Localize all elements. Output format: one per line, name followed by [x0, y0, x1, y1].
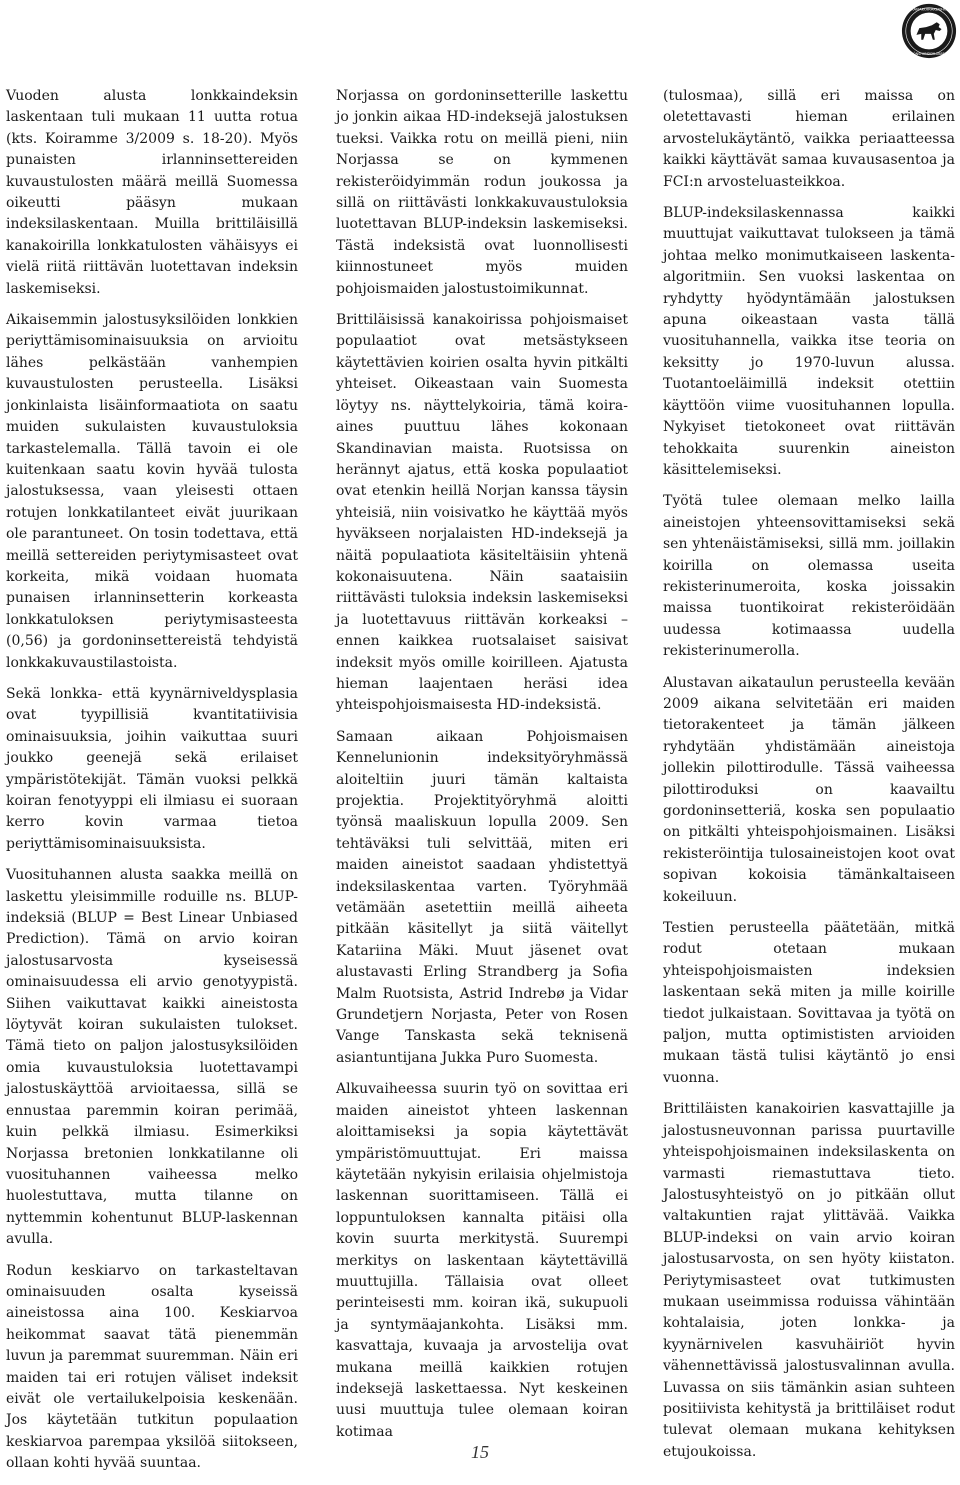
- club-logo: [900, 2, 958, 60]
- text-column-3: [663, 86, 955, 1473]
- text-column-1: [6, 86, 298, 1485]
- paragraph: Brittiläisissä kanakoirissa pohjoismaiset populaatiot ovat metsästykseen käytettävien koirien osalta hyvin pitkälti yhteiset. Oikeastaan vain Suomesta löytyy ns. näyttelykoiria, tämä koira-aines puuttuu lähes kokonaan Skandinavian maista. Ruotsissa on herännyt ajatus, että koska populaatiot ovat etenkin heillä Norjan kanssa täysin yhteisiä, niin voisivatko he käyttää myös hyväkseen norjalaisten HD-indeksejä ja näitä populaatiota käsiteltäisiin yhtenä kokonaisuutena. Näin saataisiin riittävästi tuloksia indeksin laskemiseksi ja luotettavuus riittävän korkeaksi – ennen kaikkea ruotsalaiset saisivat indeksit myös omille koirilleen. Ajatusta hieman laajentaen heräsi idea yhteispohjoismaisesta HD-indeksistä.: [336, 312, 628, 714]
- paragraph: Norjassa on gordoninsetterille laskettu jo jonkin aikaa HD-indeksejä jalostuksen tueksi. Vaikka rotu on meillä pieni, niin Norjassa se on kymmenen rekisteröidyimmän rodun joukossa ja sillä on riittävästi lonkkakuvaustuloksia luotettavan BLUP-indeksin laskemiseksi. Tästä indeksistä ovat luonnollisesti kiinnostuneet myös muiden pohjoismaiden jalostustoimikunnat.: [336, 88, 628, 297]
- paragraph: Alustavan aikataulun perusteella kevään 2009 aikana selvitetään eri maiden tietorakenteet ja tämän jälkeen ryhdytään yhdistämään aineistoja jollekin pilottirodulle. Tässä vaiheessa pilottiroduksi on kaavailtu gordoninsetteriä, koska sen populaatio on pitkälti yhteispohjoismainen. Lisäksi rekisteröintija tulosaineistojen koot ovat sopivan kokoisia tämänkaltaiseen kokeiluun.: [663, 674, 955, 905]
- text-column-2: [336, 86, 628, 1453]
- paragraph: Samaan aikaan Pohjoismaisen Kennelunionin indeksityöryhmässä aloiteltiin juuri tämän kaltaista projektia. Projektityöryhmä aloitti työnsä maaliskuun lopulla 2009. Sen tehtäväksi tuli selvittää, miten eri maiden aineistot saadaan yhdistettyä indeksilaskentaa varten. Työryhmää vetämään asetettiin meillä aiheeta pitkään käsitellyt ja siitä väitellyt Katariina Mäki. Muut jäsenet ovat alustavasti Erling Strandberg ja Sofia Malm Ruotsista, Astrid Indrebø ja Vidar Grundetjern Norjasta, Peter von Rosen Vange Tanskasta sekä teknisenä asiantuntijana Jukka Puro Suomesta.: [336, 728, 628, 1066]
- paragraph: (tulosmaa), sillä eri maissa on oletettavasti hieman erilainen arvostelukäytäntö, vaikka periaatteessa kaikki käyttävät samaa kuvausasentoa ja FCI:n arvosteluasteikkoa.: [663, 88, 955, 190]
- paragraph: Alkuvaiheessa suurin työ on sovittaa eri maiden aineistot yhteen laskennan aloittamiseksi ja sopia käytettävät ympäristömuuttujat. Eri maissa käytetään nykyisin erilaisia ohjelmistoja laskennan suorittamiseen. Tällä ei loppuntuloksen kannalta pitäisi olla kovin suurta merkitystä. Suurempi merkitys on laskentaan käytettävillä muuttujilla. Tällaisia ovat olleet perinteisesti mm. koiran ikä, sukupuoli ja syntymäajankohta. Lisäksi mm. kasvattaja, kuvaaja ja arvostelija ovat mukana meillä kaikkien rotujen indeksejä laskettaessa. Nyt keskeinen uusi muuttuja tulee olemaan koiran kotimaa: [336, 1081, 628, 1440]
- paragraph: Testien perusteella päätetään, mitkä rodut otetaan mukaan yhteispohjoismaisten indeksien laskentaan sekä miten ja mille koirille tiedot julkaistaan. Sovittavaa ja työtä on paljon, mutta optimististen arvioiden mukaan tästä tulisi käytäntö jo ensi vuonna.: [663, 920, 955, 1086]
- paragraph: BLUP-indeksilaskennassa kaikki muuttujat vaikuttavat tulokseen ja tämä johtaa melko monimutkaiseen laskenta-algoritmiin. Sen vuoksi laskentaa on ryhdytty hyödyntämään jalostuksen apuna oikeastaan vasta tällä vuosituhannella, vaikka itse teoria on keksitty jo 1970-luvun alussa. Tuotantoeläimillä indeksit otettiin käyttöön viime vuosituhannen lopulla. Nykyiset tietokoneet ovat riittävän tehokkaita suurenkin aineiston käsittelemiseksi.: [663, 205, 955, 478]
- paragraph: Vuoden alusta lonkkaindeksin laskentaan tuli mukaan 11 uutta rotua (kts. Koiramme 3/2009 s. 18-20). Myös punaisten irlanninsettereiden kuvaustulosten määrä meillä Suomessa oikeutti pääsyn mukaan indeksilaskentaan. Muilla brittiläisillä kanakoirilla lonkkatulosten vähäisyys ei vielä riitä riittävän luotettavan indeksin laskemiseksi.: [6, 88, 298, 297]
- paragraph: Aikaisemmin jalostusyksilöiden lonkkien periyttämisominaisuuksia on arvioitu lähes pelkästään vanhempien kuvaustulosten perusteella. Lisäksi jonkinlaista lisäinformaatiota on saatu muiden sukulaisten kuvaustuloksia tarkastelemalla. Tällä tavoin ei ole kuitenkaan saatu kovin hyvää tulosta jalostuksessa, vaan yleisesti ottaen rotujen lonkkatilanteet eivät juurikaan ole parantuneet. On tosin todettava, että meillä settereiden periytymisasteet ovat korkeita, mikä voidaan huomata punaisen irlanninsetterin korkeasta lonkkatuloksen periytymisasteesta (0,56) ja gordoninsettereistä tehdyistä lonkkakuvaustilastoista.: [6, 312, 298, 671]
- paragraph: Rodun keskiarvo on tarkasteltavan ominaisuuden osalta kyseissä aineistossa aina 100. Keskiarvoa heikommat saavat tätä pienemmän luvun ja paremmat suuremman. Näin eri maiden tai eri rotujen väliset indeksit eivät ole vertailukelpoisia keskenään. Jos käytetään tutkitun populaation keskiarvoa parempaa yksilöä siitokseen, ollaan kohti hyvää suuntaa.: [6, 1262, 298, 1472]
- page-number: 15: [471, 1442, 489, 1462]
- paragraph: Sekä lonkka- että kyynärniveldysplasia ovat tyypillisiä kvantitatiivisia ominaisuuksia, joihin vaikuttaa suuri joukko geenejä sekä erilaiset ympäristötekijät. Tämän vuoksi pelkkä koiran fenotyyppi eli ilmiasu ei suoraan kerro kovin varmaa tietoa periyttämisominaisuuksista.: [6, 685, 298, 852]
- logo-text-bottom: HÖNSHUNDSKLUBBEN: [910, 52, 948, 57]
- paragraph: Vuosituhannen alusta saakka meillä on laskettu yleisimmille roduille ns. BLUP-indeksiä (BLUP = Best Linear Unbiased Prediction). Tämä on arvio koiran jalostusarvosta kyseisessä ominaisuudessa eli arvio genotyypistä. Siihen vaikuttavat kaikki aineistosta löytyvät koiran sukulaisten tulokset. Tämä tieto on paljon jalostusyksilöiden omia kuvaustuloksia luotettavampi jalostuskäyttöä arvioitaessa, sillä se ennustaa paremmin koiran perimää, kuin pelkkä ilmiasu. Esimerkiksi Norjassa bretonien lonkkatilanne oli vuosituhannen vaiheessa melko huolestuttava, mutta tilanne on nyttemmin kohentunut BLUP-laskennan avulla.: [6, 867, 298, 1248]
- paragraph: Työtä tulee olemaan melko lailla aineistojen yhteensovittamiseksi sekä sen yhtenäistämiseksi, sillä mm. joillakin koirilla on olemassa useita rekisterinumeroita, koska joissakin maissa tuontikoirat rekisteröidään uudessa kotimaassa uudella rekisterinumerolla.: [663, 493, 955, 660]
- paragraph: Brittiläisten kanakoirien kasvattajille ja jalostusneuvonnan parissa puurtaville yhteispohjoismainen indeksilaskenta on varmasti riemastuttava tieto. Jalostusyhteistyö on jo pitkään ollut valtakuntien rajat ylittävää. Vaikka BLUP-indeksi on vain arvio koiran jalostusarvosta, on sen hyöty kiistaton. Periytymisasteet ovat tutkimusten mukaan useimmissa roduissa vähintään kohtalaisia, joten lonkka- ja kyynärnivelen kasvuhäiriöt hyvin vähennettävissä jalostusvalinnan avulla. Luvassa on siis tämänkin asian suhteen positiivista kehitystä ja brittiläiset rodut tulevat olemaan mukana kehityksen etujoukoissa.: [663, 1101, 955, 1460]
- logo-text-top: KANAKOIRAKERHO: [911, 6, 947, 12]
